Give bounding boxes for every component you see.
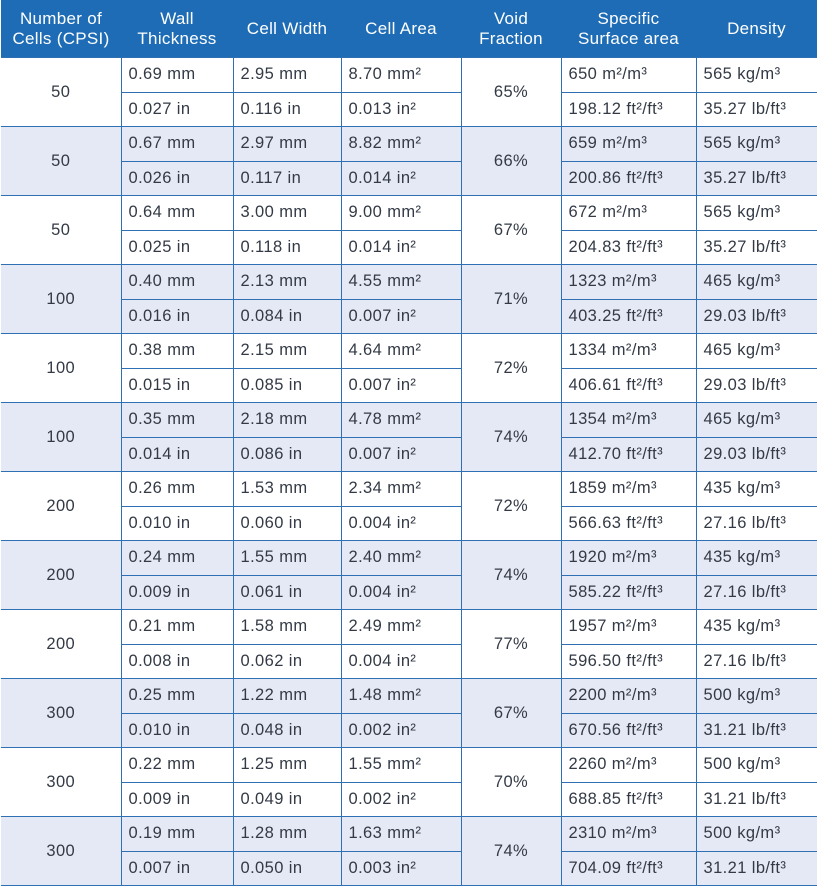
cell-density: 435 kg/m³ bbox=[696, 610, 817, 645]
cell-specific-surface-area: 1323 m²/m³ bbox=[561, 265, 696, 300]
cell-specific-surface-area: 1354 m²/m³ bbox=[561, 403, 696, 438]
cell-cell-area: 0.007 in² bbox=[341, 368, 461, 403]
cell-void-fraction: 67% bbox=[461, 196, 561, 265]
cell-density: 500 kg/m³ bbox=[696, 817, 817, 852]
table-row-imperial bbox=[1, 782, 817, 817]
table-row-metric bbox=[1, 610, 817, 645]
table-row-metric bbox=[1, 472, 817, 507]
cell-cell-area: 0.004 in² bbox=[341, 506, 461, 541]
cell-density: 500 kg/m³ bbox=[696, 748, 817, 783]
cell-cell-width: 3.00 mm bbox=[233, 196, 341, 231]
cell-cells-cpsi: 100 bbox=[1, 265, 121, 334]
cell-specific-surface-area: 1957 m²/m³ bbox=[561, 610, 696, 645]
cell-density: 565 kg/m³ bbox=[696, 127, 817, 162]
cell-cell-area: 0.004 in² bbox=[341, 644, 461, 679]
cell-density: 465 kg/m³ bbox=[696, 334, 817, 369]
table-body bbox=[1, 58, 817, 886]
cell-cell-area: 0.014 in² bbox=[341, 161, 461, 196]
header-density: Density bbox=[696, 0, 817, 58]
table-row-imperial bbox=[1, 368, 817, 403]
cell-cells-cpsi: 50 bbox=[1, 127, 121, 196]
cell-cell-area: 0.002 in² bbox=[341, 782, 461, 817]
specs-table bbox=[1, 0, 817, 886]
table-row-metric bbox=[1, 403, 817, 438]
cell-cells-cpsi: 100 bbox=[1, 334, 121, 403]
cell-wall-thickness: 0.69 mm bbox=[121, 58, 233, 93]
cell-specific-surface-area: 670.56 ft²/ft³ bbox=[561, 713, 696, 748]
cell-specific-surface-area: 704.09 ft²/ft³ bbox=[561, 851, 696, 886]
cell-cell-width: 1.58 mm bbox=[233, 610, 341, 645]
cell-cells-cpsi: 50 bbox=[1, 58, 121, 127]
cell-cells-cpsi: 300 bbox=[1, 817, 121, 886]
header-cell-width: Cell Width bbox=[233, 0, 341, 58]
table-row-metric bbox=[1, 196, 817, 231]
cell-wall-thickness: 0.35 mm bbox=[121, 403, 233, 438]
cell-density: 500 kg/m³ bbox=[696, 679, 817, 714]
cell-cell-area: 4.55 mm² bbox=[341, 265, 461, 300]
cell-specific-surface-area: 198.12 ft²/ft³ bbox=[561, 92, 696, 127]
cell-cell-area: 2.40 mm² bbox=[341, 541, 461, 576]
table-row-metric bbox=[1, 541, 817, 576]
cell-density: 565 kg/m³ bbox=[696, 196, 817, 231]
cell-cell-width: 0.061 in bbox=[233, 575, 341, 610]
cell-wall-thickness: 0.026 in bbox=[121, 161, 233, 196]
cell-cell-area: 0.002 in² bbox=[341, 713, 461, 748]
cell-specific-surface-area: 659 m²/m³ bbox=[561, 127, 696, 162]
cell-specific-surface-area: 1920 m²/m³ bbox=[561, 541, 696, 576]
cell-wall-thickness: 0.40 mm bbox=[121, 265, 233, 300]
cell-cell-width: 2.18 mm bbox=[233, 403, 341, 438]
cell-cell-width: 0.117 in bbox=[233, 161, 341, 196]
table-row-imperial bbox=[1, 92, 817, 127]
cell-density: 31.21 lb/ft³ bbox=[696, 851, 817, 886]
cell-void-fraction: 74% bbox=[461, 541, 561, 610]
cell-cell-width: 1.22 mm bbox=[233, 679, 341, 714]
cell-void-fraction: 65% bbox=[461, 58, 561, 127]
header-void-fraction: Void Fraction bbox=[461, 0, 561, 58]
cell-density: 35.27 lb/ft³ bbox=[696, 161, 817, 196]
table-row-imperial bbox=[1, 644, 817, 679]
table-row-metric bbox=[1, 334, 817, 369]
cell-wall-thickness: 0.016 in bbox=[121, 299, 233, 334]
cell-wall-thickness: 0.007 in bbox=[121, 851, 233, 886]
cell-cells-cpsi: 300 bbox=[1, 679, 121, 748]
cell-void-fraction: 67% bbox=[461, 679, 561, 748]
cell-cell-width: 0.060 in bbox=[233, 506, 341, 541]
cell-wall-thickness: 0.015 in bbox=[121, 368, 233, 403]
cell-wall-thickness: 0.38 mm bbox=[121, 334, 233, 369]
cell-cell-area: 8.70 mm² bbox=[341, 58, 461, 93]
cell-cell-width: 0.062 in bbox=[233, 644, 341, 679]
cell-cell-width: 1.55 mm bbox=[233, 541, 341, 576]
cell-cells-cpsi: 100 bbox=[1, 403, 121, 472]
cell-cell-area: 2.49 mm² bbox=[341, 610, 461, 645]
cell-specific-surface-area: 672 m²/m³ bbox=[561, 196, 696, 231]
cell-specific-surface-area: 2310 m²/m³ bbox=[561, 817, 696, 852]
cell-cell-area: 0.004 in² bbox=[341, 575, 461, 610]
cell-specific-surface-area: 403.25 ft²/ft³ bbox=[561, 299, 696, 334]
table-row-imperial bbox=[1, 575, 817, 610]
cell-specific-surface-area: 688.85 ft²/ft³ bbox=[561, 782, 696, 817]
table-row-metric bbox=[1, 265, 817, 300]
cell-specific-surface-area: 596.50 ft²/ft³ bbox=[561, 644, 696, 679]
cell-wall-thickness: 0.010 in bbox=[121, 713, 233, 748]
cell-void-fraction: 71% bbox=[461, 265, 561, 334]
cell-cell-width: 2.95 mm bbox=[233, 58, 341, 93]
cell-cells-cpsi: 200 bbox=[1, 610, 121, 679]
cell-cell-area: 0.007 in² bbox=[341, 437, 461, 472]
cell-specific-surface-area: 585.22 ft²/ft³ bbox=[561, 575, 696, 610]
cell-specific-surface-area: 406.61 ft²/ft³ bbox=[561, 368, 696, 403]
table-row-imperial bbox=[1, 713, 817, 748]
header-specific-surface-area: Specific Surface area bbox=[561, 0, 696, 58]
cell-cell-area: 0.013 in² bbox=[341, 92, 461, 127]
cell-cells-cpsi: 50 bbox=[1, 196, 121, 265]
cell-void-fraction: 74% bbox=[461, 817, 561, 886]
cell-cell-area: 1.48 mm² bbox=[341, 679, 461, 714]
cell-cells-cpsi: 200 bbox=[1, 472, 121, 541]
cell-specific-surface-area: 200.86 ft²/ft³ bbox=[561, 161, 696, 196]
cell-density: 29.03 lb/ft³ bbox=[696, 299, 817, 334]
cell-cell-area: 2.34 mm² bbox=[341, 472, 461, 507]
cell-wall-thickness: 0.027 in bbox=[121, 92, 233, 127]
table-row-metric bbox=[1, 127, 817, 162]
cell-density: 31.21 lb/ft³ bbox=[696, 782, 817, 817]
cell-wall-thickness: 0.009 in bbox=[121, 575, 233, 610]
cell-density: 35.27 lb/ft³ bbox=[696, 92, 817, 127]
cell-density: 27.16 lb/ft³ bbox=[696, 644, 817, 679]
cell-void-fraction: 72% bbox=[461, 472, 561, 541]
cell-wall-thickness: 0.64 mm bbox=[121, 196, 233, 231]
cell-specific-surface-area: 2260 m²/m³ bbox=[561, 748, 696, 783]
cell-wall-thickness: 0.25 mm bbox=[121, 679, 233, 714]
cell-density: 27.16 lb/ft³ bbox=[696, 506, 817, 541]
cell-cell-width: 1.25 mm bbox=[233, 748, 341, 783]
cell-density: 435 kg/m³ bbox=[696, 472, 817, 507]
table-row-metric bbox=[1, 58, 817, 93]
cell-cell-area: 9.00 mm² bbox=[341, 196, 461, 231]
cell-wall-thickness: 0.22 mm bbox=[121, 748, 233, 783]
cell-wall-thickness: 0.025 in bbox=[121, 230, 233, 265]
table-row-imperial bbox=[1, 437, 817, 472]
cell-cell-area: 8.82 mm² bbox=[341, 127, 461, 162]
cell-specific-surface-area: 1334 m²/m³ bbox=[561, 334, 696, 369]
cell-wall-thickness: 0.21 mm bbox=[121, 610, 233, 645]
cell-cell-width: 1.28 mm bbox=[233, 817, 341, 852]
cell-cell-width: 0.048 in bbox=[233, 713, 341, 748]
cell-cell-width: 2.13 mm bbox=[233, 265, 341, 300]
cell-void-fraction: 70% bbox=[461, 748, 561, 817]
cell-cell-area: 0.003 in² bbox=[341, 851, 461, 886]
cell-cell-width: 2.97 mm bbox=[233, 127, 341, 162]
cell-cell-area: 1.63 mm² bbox=[341, 817, 461, 852]
header-cell-area: Cell Area bbox=[341, 0, 461, 58]
cell-wall-thickness: 0.008 in bbox=[121, 644, 233, 679]
header-row bbox=[1, 0, 817, 58]
cell-density: 27.16 lb/ft³ bbox=[696, 575, 817, 610]
cell-void-fraction: 72% bbox=[461, 334, 561, 403]
cell-void-fraction: 77% bbox=[461, 610, 561, 679]
cell-cell-width: 0.084 in bbox=[233, 299, 341, 334]
cell-cell-width: 0.085 in bbox=[233, 368, 341, 403]
cell-cell-width: 0.086 in bbox=[233, 437, 341, 472]
table-row-imperial bbox=[1, 506, 817, 541]
header-cells-cpsi: Number of Cells (CPSI) bbox=[1, 0, 121, 58]
cell-density: 31.21 lb/ft³ bbox=[696, 713, 817, 748]
header-wall-thickness: Wall Thickness bbox=[121, 0, 233, 58]
cell-density: 465 kg/m³ bbox=[696, 403, 817, 438]
table-row-imperial bbox=[1, 161, 817, 196]
cell-specific-surface-area: 204.83 ft²/ft³ bbox=[561, 230, 696, 265]
cell-density: 465 kg/m³ bbox=[696, 265, 817, 300]
cell-specific-surface-area: 650 m²/m³ bbox=[561, 58, 696, 93]
table-header bbox=[1, 0, 817, 58]
cell-density: 35.27 lb/ft³ bbox=[696, 230, 817, 265]
cell-cell-width: 0.050 in bbox=[233, 851, 341, 886]
table-row-metric bbox=[1, 748, 817, 783]
cell-cell-width: 0.116 in bbox=[233, 92, 341, 127]
cell-cell-area: 0.007 in² bbox=[341, 299, 461, 334]
cell-cell-area: 1.55 mm² bbox=[341, 748, 461, 783]
cell-density: 29.03 lb/ft³ bbox=[696, 368, 817, 403]
table-row-metric bbox=[1, 817, 817, 852]
cell-wall-thickness: 0.19 mm bbox=[121, 817, 233, 852]
cell-density: 29.03 lb/ft³ bbox=[696, 437, 817, 472]
cell-cell-width: 1.53 mm bbox=[233, 472, 341, 507]
cell-cell-area: 0.014 in² bbox=[341, 230, 461, 265]
cell-density: 565 kg/m³ bbox=[696, 58, 817, 93]
cell-cell-width: 0.118 in bbox=[233, 230, 341, 265]
cell-cells-cpsi: 300 bbox=[1, 748, 121, 817]
cell-wall-thickness: 0.24 mm bbox=[121, 541, 233, 576]
cell-wall-thickness: 0.67 mm bbox=[121, 127, 233, 162]
table-row-metric bbox=[1, 679, 817, 714]
cell-void-fraction: 74% bbox=[461, 403, 561, 472]
cell-wall-thickness: 0.009 in bbox=[121, 782, 233, 817]
cell-cell-area: 4.64 mm² bbox=[341, 334, 461, 369]
cell-wall-thickness: 0.010 in bbox=[121, 506, 233, 541]
cell-cell-width: 2.15 mm bbox=[233, 334, 341, 369]
cell-cells-cpsi: 200 bbox=[1, 541, 121, 610]
cell-specific-surface-area: 566.63 ft²/ft³ bbox=[561, 506, 696, 541]
cell-specific-surface-area: 1859 m²/m³ bbox=[561, 472, 696, 507]
cell-cell-area: 4.78 mm² bbox=[341, 403, 461, 438]
cell-void-fraction: 66% bbox=[461, 127, 561, 196]
table-row-imperial bbox=[1, 299, 817, 334]
table-row-imperial bbox=[1, 230, 817, 265]
cell-wall-thickness: 0.26 mm bbox=[121, 472, 233, 507]
cell-cell-width: 0.049 in bbox=[233, 782, 341, 817]
cell-density: 435 kg/m³ bbox=[696, 541, 817, 576]
cell-specific-surface-area: 2200 m²/m³ bbox=[561, 679, 696, 714]
cell-wall-thickness: 0.014 in bbox=[121, 437, 233, 472]
table-row-imperial bbox=[1, 851, 817, 886]
cell-specific-surface-area: 412.70 ft²/ft³ bbox=[561, 437, 696, 472]
